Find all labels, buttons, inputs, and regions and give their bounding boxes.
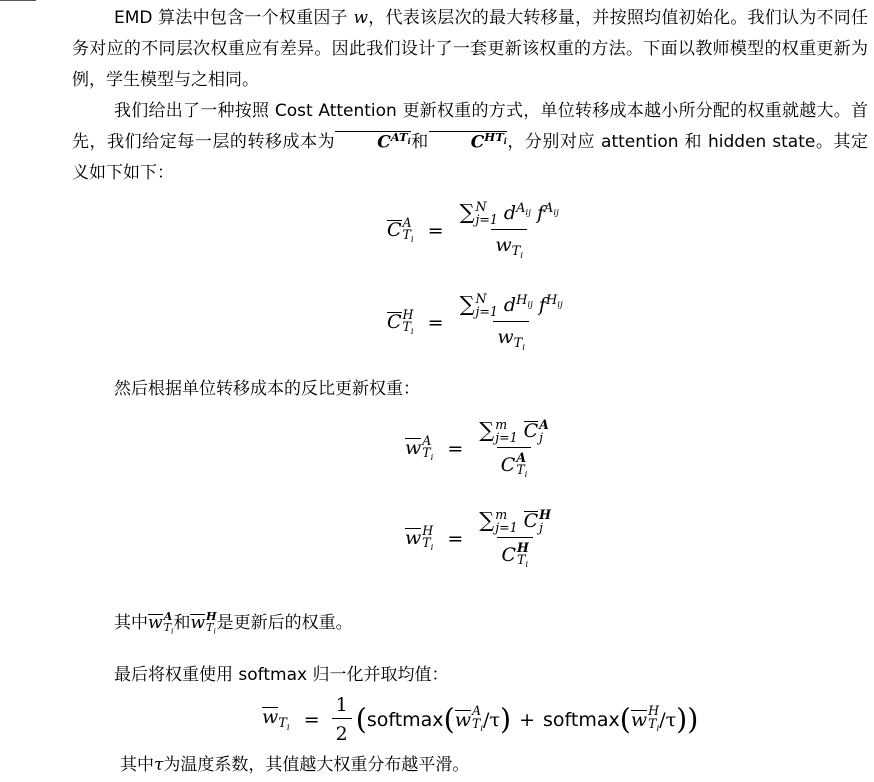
equation-cost-hidden: C H $T_i$ = ∑ N j=1 $d^{H_{ij}}$ $f^{H_{ij}}$ $w_{T_i}$ xyxy=(387,291,563,354)
equation-weight-attention: w A $T_i$ = ∑ m j=1 C A j C A $T_i$ xyxy=(405,417,549,481)
equation-softmax-average: $w_{T_i}$ = $\frac{1}{2}$ ( softmax ( w A $T_i$ /τ ) + softmax ( w H $T_i$ /τ ) ) xyxy=(262,694,699,745)
equation-cost-attention: C A $T_i$ = ∑ N j=1 $d^{A_{ij}}$ $f^{A_{ij}}$ $w_{T_i}$ xyxy=(387,199,559,262)
cost-hidden-symbol: $C^{HT_i}$ xyxy=(429,131,507,151)
header-rule xyxy=(0,0,36,1)
paragraph-softmax: 最后将权重使用 softmax 归一化并取均值： xyxy=(114,665,449,685)
paragraph-cost-attention: 我们给出了一种按照 Cost Attention 更新权重的方式，单位转移成本越小所分配的权重就越大。首先，我们给定每一层的转移成本为 $C^{AT_i}$和 $C^{HT_i}$，分别对应 attention 和 hidden state。其定义如下如下： xyxy=(72,101,868,183)
equation-weight-hidden: w H $T_i$ = ∑ m j=1 C H j C H $T_i$ xyxy=(405,507,551,571)
cost-attention-symbol: $C^{AT_i}$ xyxy=(335,131,410,151)
paragraph-inverse-update: 然后根据单位转移成本的反比更新权重： xyxy=(114,379,420,399)
paragraph-intro: EMD 算法中包含一个权重因子 w，代表该层次的最大转移量，并按照均值初始化。我们认为不同任务对应的不同层次权重应有差异。因此我们设计了一套更新该权重的方法。下面以教师模型的权重更新为例，学生模型与之相同。 xyxy=(72,8,869,90)
paragraph-updated-weights: 其中w A $T_i$ 和w H $T_i$ 是更新后的权重。 xyxy=(114,608,353,636)
paragraph-temperature: 其中τ为温度系数，其值越大权重分布越平滑。 xyxy=(120,755,470,775)
